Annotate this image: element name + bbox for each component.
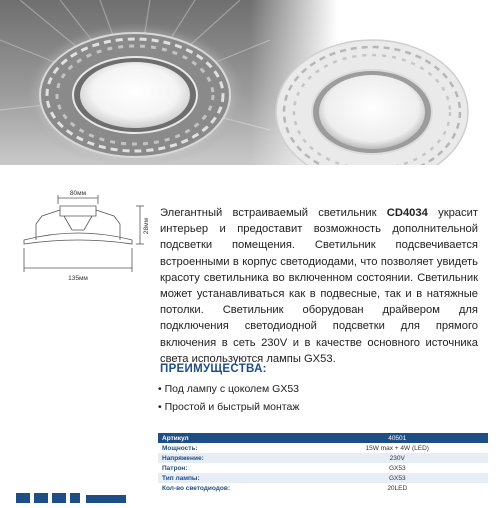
total-width-label: 135мм [68, 275, 88, 282]
top-width-label: 80мм [69, 190, 87, 197]
advantage-item: • Простой и быстрый монтаж [158, 398, 299, 416]
spec-key: Артикул [158, 433, 307, 443]
spec-value: 20LED [387, 484, 408, 492]
advantages-title: ПРЕИМУЩЕСТВА: [160, 363, 267, 375]
table-row [158, 483, 488, 493]
table-row [158, 473, 488, 483]
advantages-list [158, 380, 299, 416]
model-number: CD4034 [386, 207, 428, 219]
spec-value: GX53 [307, 473, 489, 483]
description-pre: Элегантный встраиваемый светильник [160, 207, 387, 219]
brand-logo [16, 490, 136, 502]
product-description [160, 205, 478, 367]
spec-key: Кол-во светодиодов: [162, 484, 231, 492]
height-label: 28мм [143, 217, 150, 235]
spec-key: Мощность: [162, 444, 198, 452]
spec-value: 230V [307, 453, 489, 463]
spec-key: Патрон: [162, 464, 188, 472]
table-row [158, 453, 488, 463]
advantage-item: • Под лампу с цоколем GX53 [158, 380, 299, 398]
product-photo [0, 0, 500, 165]
spec-table [158, 433, 488, 493]
spec-key: Тип лампы: [158, 473, 307, 483]
spec-value: 40501 [307, 433, 489, 443]
spec-key: Напряжение: [158, 453, 307, 463]
table-row [158, 433, 488, 443]
table-row [158, 463, 488, 473]
dimension-drawing [12, 190, 152, 290]
description-post: украсит интерьер и предоставит возможность дополнительной подсветки помещения. Светильник подсвечивается встроенными в корпус светодиодами, что позволяет увидеть красоту светильника во включенном состоянии. Светильник может устанавливаться как в подвесные, так и в натяжные потолки. Светильник оборудован драйвером для подключения светодиодной подсветки для прямого включения в сеть 230V и в качестве основного источника света используются лампы GX53. [160, 207, 478, 365]
table-row [158, 443, 488, 453]
spec-value: GX53 [388, 464, 406, 472]
spec-value: 15W max + 4W (LED) [365, 444, 429, 452]
